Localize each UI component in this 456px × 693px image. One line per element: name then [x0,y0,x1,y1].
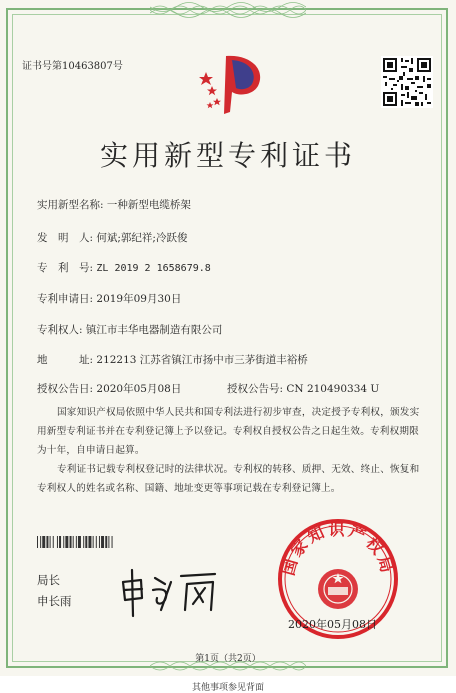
inventor-value: 何斌;郭纪祥;冷跃俊 [96,232,188,244]
grant-date-value: 2020年05月08日 [96,383,182,395]
filing-date-label: 专利申请日: [37,293,94,305]
director-name: 申长雨 [37,594,72,608]
certificate-paragraph-grant: 国家知识产权局依照中华人民共和国专利法进行初步审查，决定授予专利权，颁发实用新型专利证书并在专利登记簿上予以登记。专利权自授权公告之日起生效。专利权期限为十年，自申请日起算。 [37,407,420,456]
grant-date-label: 授权公告日: [37,383,94,395]
seal-date: 2020年05月08日 [288,618,377,631]
patentee-value: 镇江市丰华电器制造有限公司 [85,324,223,336]
grant-number-value: CN 210490334 U [286,383,380,395]
handwritten-signature [115,560,225,620]
inventor-row [37,230,187,245]
certificate-number: 证书号第10463807号 [22,61,123,72]
design-name-label: 实用新型名称: [37,199,104,211]
filing-date-row [37,291,181,306]
address-value: 212213 江苏省镇江市扬中市三茅街道丰裕桥 [96,354,308,366]
patent-number-row [37,260,211,275]
design-name-value: 一种新型电缆桥架 [106,199,191,211]
director-title: 局长 [37,573,60,587]
patentee-row [37,322,222,337]
inventor-label: 发 明 人: [37,232,94,244]
qr-code-icon [381,56,433,108]
filing-date-value: 2019年09月30日 [96,293,182,305]
patent-number-label: 专 利 号: [37,262,94,274]
address-row [37,352,308,367]
svg-text:国家知识产权局: 国家知识产权局 [278,520,398,578]
cnipa-logo-icon [196,52,268,116]
address-label: 地 址: [37,354,94,366]
patentee-label: 专利权人: [37,324,83,336]
patent-number-value: ZL 2019 2 1658679.8 [96,263,211,274]
certificate-paragraph-legal-status: 专利证书记载专利权登记时的法律状况。专利权的转移、质押、无效、终止、恢复和专利权人的姓名或名称、国籍、地址变更等事项记载在专利登记簿上。 [37,464,420,494]
guilloche-ornament-bottom [150,658,306,674]
grant-number-row [227,381,379,396]
barcode-icon [37,536,187,548]
grant-date-row [37,381,181,396]
design-name-row [37,197,191,212]
certificate-title: 实用新型专利证书 [99,139,356,172]
guilloche-ornament-top [150,2,306,18]
grant-number-label: 授权公告号: [227,383,284,395]
page-number: 第1页（共2页） [195,654,261,664]
footer-note: 其他事项参见背面 [191,683,264,693]
